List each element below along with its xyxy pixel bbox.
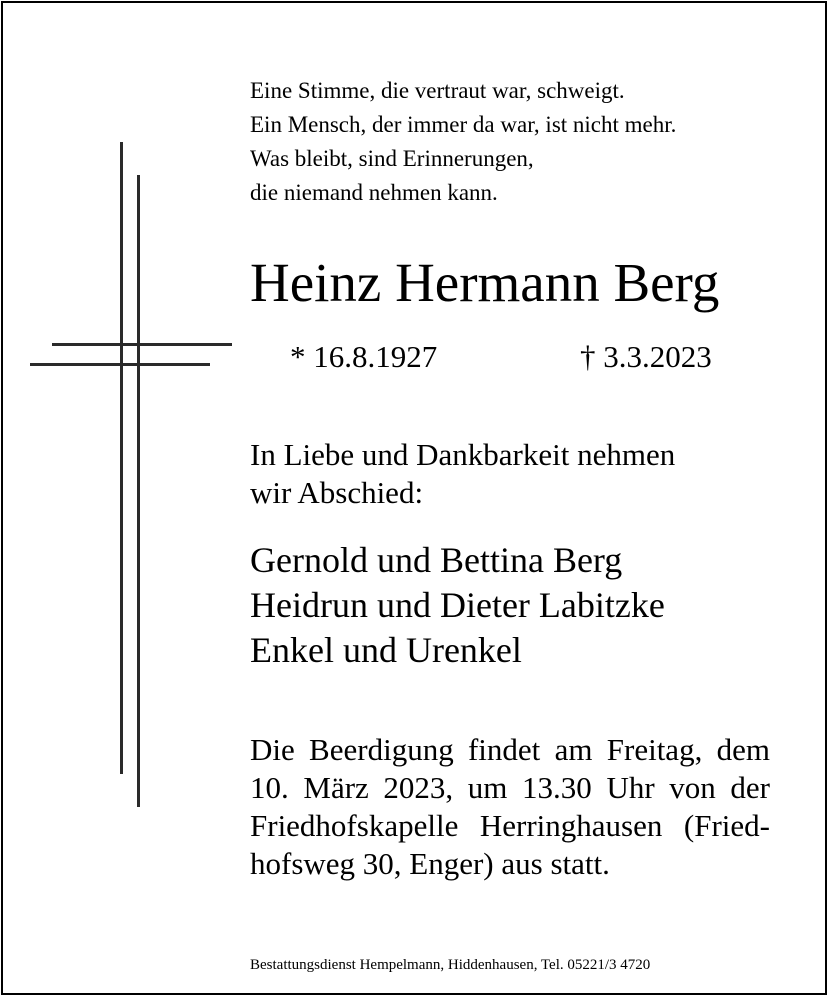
funeral-details: [250, 731, 770, 883]
death-date: † 3.3.2023: [580, 339, 712, 374]
mourner-entry: Gernold und Bettina Berg: [250, 540, 623, 580]
funeral-line: Friedhofskapelle Herringhausen (Fried-: [250, 808, 770, 843]
undertaker-contact: Bestattungsdienst Hempelmann, Hiddenhausen, Tel. 05221/3 4720: [250, 957, 651, 973]
cross-vertical-bar-right: [137, 175, 140, 807]
poem-line: Ein Mensch, der immer da war, ist nicht mehr.: [250, 112, 677, 137]
intro-line: In Liebe und Dankbarkeit nehmen: [250, 437, 676, 472]
cross-horizontal-bar-top: [52, 343, 232, 346]
farewell-intro: [250, 436, 675, 512]
cross-horizontal-bar-bottom: [30, 363, 210, 366]
funeral-line: Die Beerdigung findet am Freitag, dem: [250, 732, 770, 767]
cross-vertical-bar-left: [120, 142, 123, 774]
intro-line: wir Abschied:: [250, 475, 424, 510]
funeral-line: hofsweg 30, Enger) aus statt.: [250, 846, 610, 881]
poem-line: die niemand nehmen kann.: [250, 180, 498, 205]
mourner-entry: Enkel und Urenkel: [250, 630, 522, 670]
deceased-name: Heinz Hermann Berg: [250, 252, 720, 313]
memorial-poem: [250, 74, 676, 210]
poem-line: Was bleibt, sind Erinnerungen,: [250, 146, 534, 171]
poem-line: Eine Stimme, die vertraut war, schweigt.: [250, 78, 625, 103]
funeral-line: 10. März 2023, um 13.30 Uhr von der: [250, 770, 770, 805]
mourners-list: [250, 538, 665, 673]
birth-date: * 16.8.1927: [290, 339, 438, 374]
mourner-entry: Heidrun und Dieter Labitzke: [250, 585, 665, 625]
